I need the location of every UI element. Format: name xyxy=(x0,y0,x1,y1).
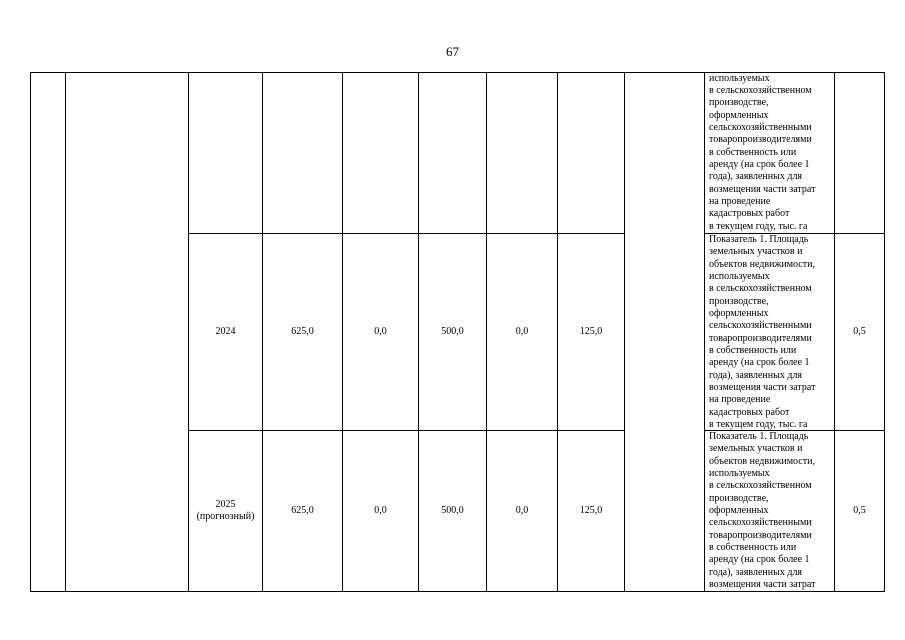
federal-budget-cell: 0,0 xyxy=(343,431,419,592)
total-cell: 625,0 xyxy=(263,234,343,431)
target-value-cell xyxy=(835,73,885,234)
index-cell xyxy=(31,73,66,592)
extra-budget-cell: 125,0 xyxy=(558,431,625,592)
table-row xyxy=(31,73,885,234)
executor-cell xyxy=(625,73,705,592)
year-cell: 2024 xyxy=(189,234,263,431)
total-cell xyxy=(263,73,343,234)
program-table xyxy=(30,72,885,592)
local-budget-cell xyxy=(487,73,558,234)
target-value-cell: 0,5 xyxy=(835,234,885,431)
indicator-text: используемых в сельскохозяйственном производстве, оформленных сельскохозяйственными товаропроизводителями в собственность или аренду (на срок более 1 года), заявленных для возмещения части затрат на проведение кадастровых работ в текущем году, тыс. га xyxy=(709,73,816,232)
page-number: 67 xyxy=(446,44,459,59)
regional-budget-cell: 500,0 xyxy=(419,234,487,431)
extra-budget-cell xyxy=(558,73,625,234)
total-cell: 625,0 xyxy=(263,431,343,592)
regional-budget-cell: 500,0 xyxy=(419,431,487,592)
regional-budget-cell xyxy=(419,73,487,234)
target-value-cell: 0,5 xyxy=(835,431,885,592)
indicator-cell xyxy=(705,73,835,234)
year-cell: 2025 (прогнозный) xyxy=(189,431,263,592)
indicator-text: Показатель 1. Площадь земельных участков и объектов недвижимости, используемых в сельскохозяйственном производстве, оформленных сельскохозяйственными товаропроизводителями в собственность или аренду (на срок более 1 года), заявленных для возмещения части затрат xyxy=(709,431,816,591)
federal-budget-cell xyxy=(343,73,419,234)
measure-name-cell xyxy=(66,73,189,592)
indicator-text: Показатель 1. Площадь земельных участков и объектов недвижимости, используемых в сельскохозяйственном производстве, оформленных сельскохозяйственными товаропроизводителями в собственность или аренду (на срок более 1 года), заявленных для возмещения части затрат на проведение кадастровых работ в текущем году, тыс. га xyxy=(709,234,816,430)
indicator-cell xyxy=(705,234,835,431)
year-cell xyxy=(189,73,263,234)
federal-budget-cell: 0,0 xyxy=(343,234,419,431)
local-budget-cell: 0,0 xyxy=(487,234,558,431)
extra-budget-cell: 125,0 xyxy=(558,234,625,431)
local-budget-cell: 0,0 xyxy=(487,431,558,592)
indicator-cell xyxy=(705,431,835,592)
